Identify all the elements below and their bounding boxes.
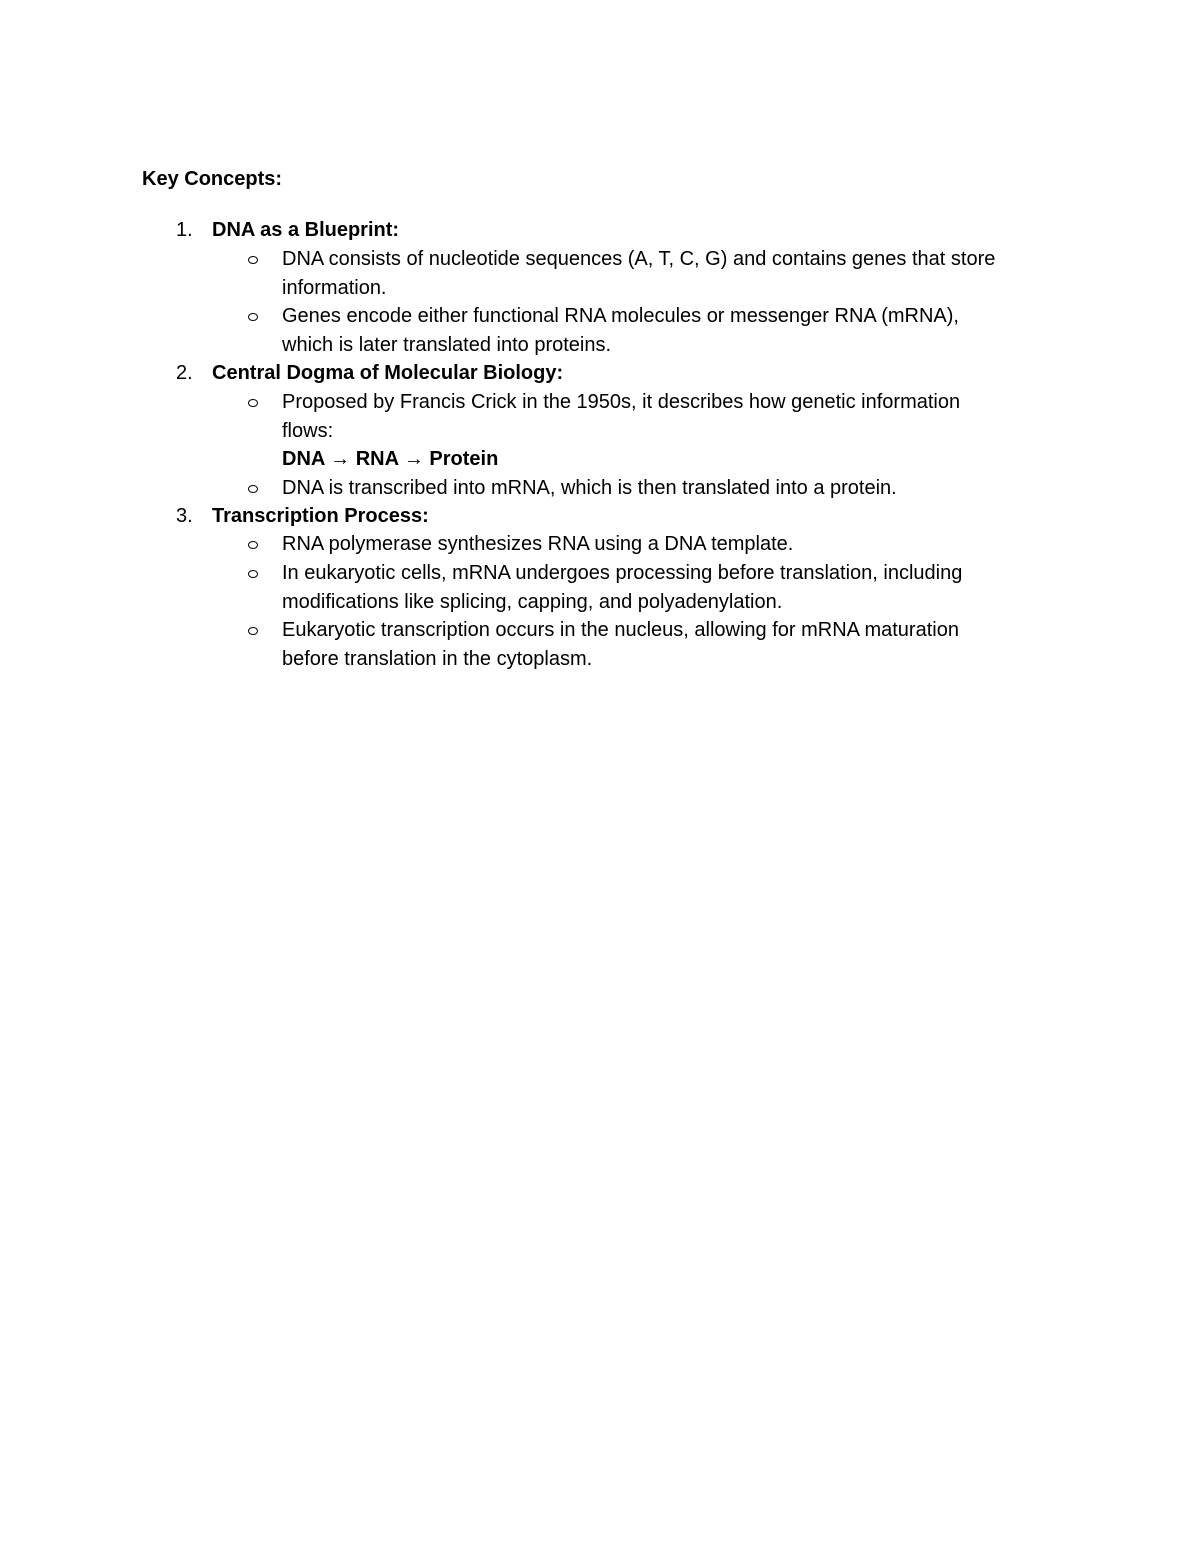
section-2-item-2 [282, 474, 1072, 503]
item-line: DNA is transcribed into mRNA, which is then translated into a protein. [282, 477, 897, 499]
item-line: RNA polymerase synthesizes RNA using a DNA template. [282, 533, 794, 555]
section-3-number: 3. [176, 505, 193, 527]
hollow-circle-bullet-icon [248, 616, 260, 645]
hollow-circle-bullet-icon [248, 559, 260, 588]
hollow-circle-bullet-icon [248, 474, 260, 503]
section-3-item-3 [282, 616, 1072, 673]
section-1-number: 1. [176, 219, 193, 241]
hollow-circle-bullet-icon [248, 302, 260, 331]
section-2-title: Central Dogma of Molecular Biology: [212, 362, 564, 384]
item-line: In eukaryotic cells, mRNA undergoes processing before translation, including [282, 562, 963, 584]
hollow-circle-bullet-icon [248, 530, 260, 559]
item-line: Proposed by Francis Crick in the 1950s, it describes how genetic information [282, 391, 961, 413]
section-1-item-1 [282, 245, 1072, 302]
section-1-title: DNA as a Blueprint: [212, 219, 400, 241]
section-1-item-2 [282, 302, 1072, 359]
central-dogma-flow: DNA → RNA → Protein [282, 448, 499, 471]
key-concepts-heading: Key Concepts: [142, 168, 283, 190]
section-2-item-1 [282, 388, 1072, 474]
section-3-item-1 [282, 530, 1072, 559]
item-line: modifications like splicing, capping, and polyadenylation. [282, 590, 783, 613]
section-3-title: Transcription Process: [212, 505, 429, 527]
section-2-number: 2. [176, 362, 193, 384]
section-3-item-2 [282, 559, 1072, 616]
item-line: Genes encode either functional RNA molecules or messenger RNA (mRNA), [282, 305, 959, 327]
item-line: DNA consists of nucleotide sequences (A, T, C, G) and contains genes that store [282, 248, 996, 270]
item-line: flows: [282, 419, 334, 442]
item-line: information. [282, 276, 387, 299]
hollow-circle-bullet-icon [248, 245, 260, 274]
item-line: before translation in the cytoplasm. [282, 647, 593, 670]
item-line: Eukaryotic transcription occurs in the nucleus, allowing for mRNA maturation [282, 619, 959, 641]
item-line: which is later translated into proteins. [282, 333, 612, 356]
hollow-circle-bullet-icon [248, 388, 260, 417]
